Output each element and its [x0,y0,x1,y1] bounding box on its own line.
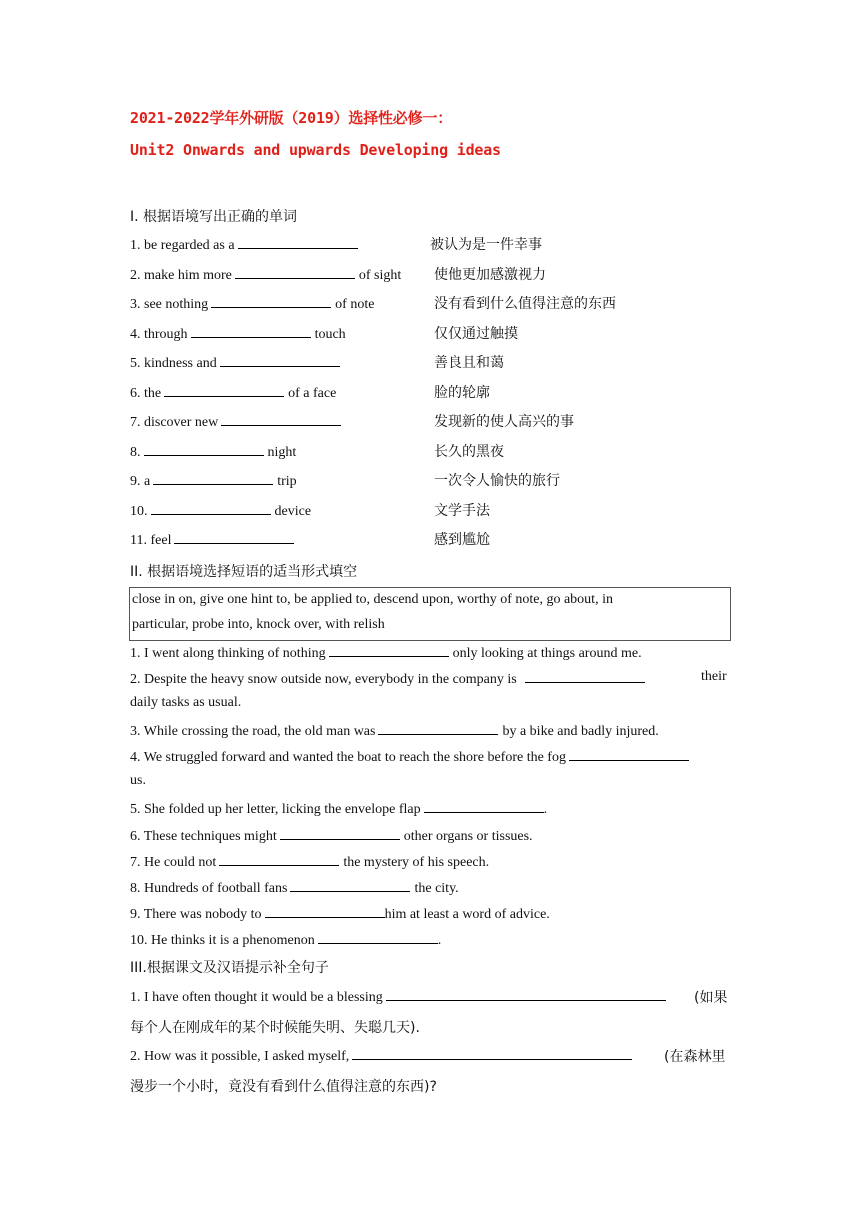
item-prefix: 7. discover new [130,415,219,430]
chinese-hint: 长久的黑夜 [434,444,504,460]
item-prefix: 1. be regarded as a [130,238,235,253]
item-prefix: 3. see nothing [130,297,209,312]
answer-blank[interactable] [280,826,400,840]
item-suffix: night [267,445,297,460]
chinese-hint: 脸的轮廓 [434,385,490,401]
question [130,852,489,871]
question-text: us. [130,773,146,788]
answer-blank[interactable] [569,747,689,761]
answer-blank[interactable] [151,501,271,515]
item-prefix: 11. feel [130,533,172,548]
chinese-hint: 感到尴尬 [434,532,490,548]
phrase-box-line: close in on, give one hint to, be applied to, descend upon, worthy of note, go about, in [132,592,613,607]
question [130,1046,632,1065]
section1-item-text [130,324,346,345]
section1-item-text [130,501,311,522]
question [130,987,666,1006]
question-text: . [437,933,442,948]
item-suffix: of a face [288,386,337,401]
question-text: 2. How was it possible, I asked myself, [130,1049,350,1064]
chinese-hint: 善良且和蔼 [434,355,504,371]
item-prefix: 8. [130,445,141,460]
answer-blank[interactable] [318,930,438,944]
question [130,669,649,688]
document-title: 2021-2022学年外研版（2019）选择性必修一： [130,109,453,127]
answer-blank[interactable] [220,353,340,367]
answer-blank[interactable] [211,294,331,308]
question-text: 8. Hundreds of football fans [130,881,288,896]
answer-blank[interactable] [290,878,410,892]
item-prefix: 4. through [130,327,188,342]
question-text: their [701,669,727,684]
answer-blank[interactable] [352,1046,632,1060]
answer-blank[interactable] [238,235,358,249]
section1-item-text [130,530,298,551]
item-prefix: 9. a [130,474,151,489]
section1-item-text [130,265,401,286]
question-text: other organs or tissues. [403,829,533,844]
question-text: . [543,802,548,817]
chinese-hint: 发现新的使人高兴的事 [434,414,574,430]
question [130,930,441,949]
item-prefix: 10. [130,504,148,519]
answer-blank[interactable] [235,265,355,279]
question-text: 漫步一个小时，竟没有看到什么值得注意的东西)? [130,1079,437,1095]
question-text: by a bike and badly injured. [502,724,659,739]
question [130,904,550,923]
question-text: (如果 [694,990,728,1006]
answer-blank[interactable] [525,669,645,683]
question-text: 6. These techniques might [130,829,277,844]
chinese-hint: 仅仅通过触摸 [434,326,518,342]
question-text: 4. We struggled forward and wanted the boat to reach the shore before the fog [130,750,566,765]
section1-heading: I. 根据语境写出正确的单词 [130,209,298,225]
question-text: 3. While crossing the road, the old man was [130,724,376,739]
question [130,799,547,818]
question-text: (在森林里 [664,1049,726,1065]
phrase-box [129,587,731,641]
section3-heading: III.根据课文及汉语提示补全句子 [130,960,329,976]
question-text: 1. I have often thought it would be a blessing [130,990,383,1005]
section1-item-text [130,235,362,256]
section1-item-text [130,471,297,492]
question-text: 2. Despite the heavy snow outside now, everybody in the company is [130,672,517,687]
item-prefix: 5. kindness and [130,356,217,371]
question-text: 5. She folded up her letter, licking the envelope flap [130,802,421,817]
question [130,826,533,845]
question [130,747,693,766]
answer-blank[interactable] [144,442,264,456]
answer-blank[interactable] [329,643,449,657]
section1-item-text [130,412,345,433]
item-suffix: device [274,504,312,519]
question-text: 1. I went along thinking of nothing [130,646,326,661]
phrase-box-line: particular, probe into, knock over, with relish [132,617,385,632]
question-text: 每个人在刚成年的某个时候能失明、失聪几天). [130,1020,420,1036]
answer-blank[interactable] [174,530,294,544]
item-prefix: 6. the [130,386,162,401]
question [130,878,459,897]
answer-blank[interactable] [219,852,339,866]
section1-item-text [130,383,336,404]
answer-blank[interactable] [221,412,341,426]
chinese-hint: 使他更加感激视力 [434,267,546,283]
item-suffix: of note [335,297,375,312]
answer-blank[interactable] [164,383,284,397]
answer-blank[interactable] [153,471,273,485]
answer-blank[interactable] [378,721,498,735]
question-text: 10. He thinks it is a phenomenon [130,933,315,948]
item-suffix: trip [277,474,297,489]
section1-item-text [130,442,296,463]
question [130,643,642,662]
question-text: daily tasks as usual. [130,695,242,710]
question-text: the mystery of his speech. [343,855,490,870]
chinese-hint: 一次令人愉快的旅行 [434,473,560,489]
chinese-hint: 被认为是一件幸事 [430,237,542,253]
question [130,721,659,740]
item-suffix: touch [314,327,346,342]
answer-blank[interactable] [191,324,311,338]
section1-item-text [130,294,374,315]
section1-item-text [130,353,344,374]
chinese-hint: 文学手法 [434,503,490,519]
item-suffix: of sight [358,268,402,283]
answer-blank[interactable] [386,987,666,1001]
question-text: 7. He could not [130,855,217,870]
answer-blank[interactable] [265,904,385,918]
item-prefix: 2. make him more [130,268,232,283]
chinese-hint: 没有看到什么值得注意的东西 [434,296,616,312]
question-text: the city. [414,881,459,896]
document-subtitle: Unit2 Onwards and upwards Developing ideas [130,141,501,159]
question-text: him at least a word of advice. [384,907,550,922]
section2-heading: II. 根据语境选择短语的适当形式填空 [130,564,358,580]
question-text: 9. There was nobody to [130,907,262,922]
question-text: only looking at things around me. [452,646,642,661]
answer-blank[interactable] [424,799,544,813]
